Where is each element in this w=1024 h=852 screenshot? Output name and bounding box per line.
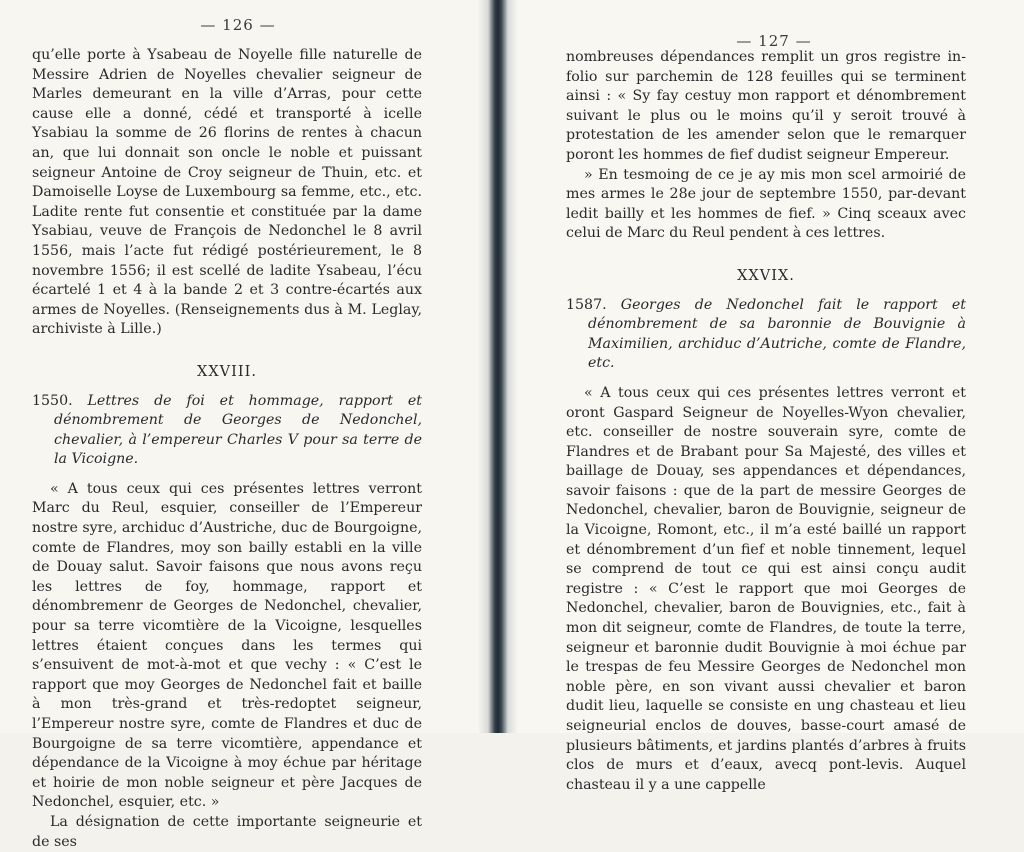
entry-year: 1587. [566, 296, 607, 313]
entry-year: 1550. [32, 392, 73, 409]
right-page [504, 0, 1024, 793]
entry-title: Georges de Nedonchel fait le rapport et dénombrement de sa baronnie de Bouvignie à Maximilien, archiduc d’Autriche, comte de Flandre, etc. [588, 296, 966, 372]
left-paragraph-1: qu’elle porte à Ysabeau de Noyelle fille naturelle de Messire Adrien de Noyelles chevalier seigneur de Marles demeurant en la ville d’Arras, pour cette cause elle a donné, cédé et transporté à icelle Ysabiau la somme de 26 florins de rentes à chacun an, que lui donnait son oncle le noble et puissant seigneur Antoine de Croy seigneur de Thuin, etc. et Damoiselle Loyse de Luxembourg sa femme, etc., etc. Ladite rente fut consentie et constituée par la dame Ysabiau, veuve de François de Nedonchel le 8 avril 1556, mais l’acte fut rédigé postérieurement, le 8 novembre 1556; il est scellé de ladite Ysabeau, l’écu écartelé 1 et 4 à la bande 2 et 3 contre-écartés aux armes de Noyelles. (Renseignements dus à M. Leglay, archiviste à Lille.) [32, 47, 422, 338]
entry-title: Lettres de foi et hommage, rapport et dénombrement de Georges de Nedonchel, chevalier, à l’empereur Charles V pour sa terre de la Vicoigne. [54, 392, 422, 468]
page-number-right: — 127 — [736, 32, 812, 50]
section-heading-xxvix: XXVIX. [737, 267, 795, 284]
right-paragraph-3: « A tous ceux qui ces présentes lettres verront et oront Gaspard Seigneur de Noyelles-Wyon chevalier, etc. conseiller de nostre souverain syre, comte de Flandres et de Brabant pour Sa Majesté, des villes et baillage de Douay, ses appendances et dépendances, savoir faisons : que de la part de messire Georges de Nedonchel, chevalier, baron de Bouvignie, seigneur de la Vicoigne, Romont, etc., il m’a esté baillé un rapport et dénombrement d’un fief et noble tinnement, lequel se comprend de tout ce qui est ainsi conçu audit registre : « C’est le rapport que moi Georges de Nedonchel, chevalier, baron de Bouvignies, etc., fait à mon dit seigneur, comte de Flandres, de toute la terre, seigneur et baronnie dudit Bouvignie à moi échue par le trespas de feu Messire Georges de Nedonchel mon noble père, en son vivant aussi chevalier et baron dudit lieu, laquelle se consiste en ung chasteau et lieu seigneurial enclos de douves, basse-court amasé de plusieurs bâtiments, et jardins plantés d’arbres à fruits clos de murs et d’eaux, avecq pont-levis. Auquel chasteau il y a une cappelle [566, 384, 966, 793]
left-paragraph-3: La désignation de cette importante seigneurie et de ses [32, 813, 422, 850]
left-page-text [32, 46, 422, 852]
entry-header-1587 [566, 296, 966, 374]
left-paragraph-2: « A tous ceux qui ces présentes lettres verront Marc du Reul, esquier, conseiller de l’Empereur nostre syre, archiduc d’Austriche, duc de Bourgoigne, comte de Flandres, moy son bailly establi en la ville de Douay salut. Savoir faisons que nous avons reçu les lettres de foy, hommage, rapport et dénombremenr de Georges de Nedonchel, chevalier, pour sa terre vicomtière de la Vicoigne, lesquelles lettres étaient conçues dans les termes qui s’ensuivent de mot-à-mot et que vechy : « C’est le rapport que moy Georges de Nedonchel fait et baille à mon très-grand et très-redoptet seigneur, l’Empereur nostre syre, comte de Flandres et duc de Bourgoigne de sa terre vicomtière, appendance et dépendance de la Vicoigne à moy échue par héritage et hoirie de mon noble seigneur et père Jacques de Nedonchel, esquier, etc. » [32, 480, 422, 811]
right-paragraph-2: » En tesmoing de ce je ay mis mon scel armoirié de mes armes le 28e jour de septembre 1550, par-devant ledit bailly et les hommes de fief. » Cinq sceaux avec celui de Marc du Reul pendent à ces lettres. [566, 166, 966, 242]
right-page-text [566, 48, 966, 795]
right-paragraph-1: nombreuses dépendances remplit un gros registre in-folio sur parchemin de 128 feuilles qui se terminent ainsi : « Sy fay cestuy mon rapport et dénombrement suivant le plus ou le moins qu’il y seroit trouvé à protestation de les amender selon que le remarquer poront les hommes de fief dudist seigneur Empereur. [566, 49, 966, 163]
left-page [0, 0, 496, 850]
book-gutter [478, 0, 518, 733]
page-number-left: — 126 — [200, 16, 276, 34]
section-heading-xxviii: XXVIII. [197, 363, 257, 380]
entry-header-1550 [32, 392, 422, 470]
